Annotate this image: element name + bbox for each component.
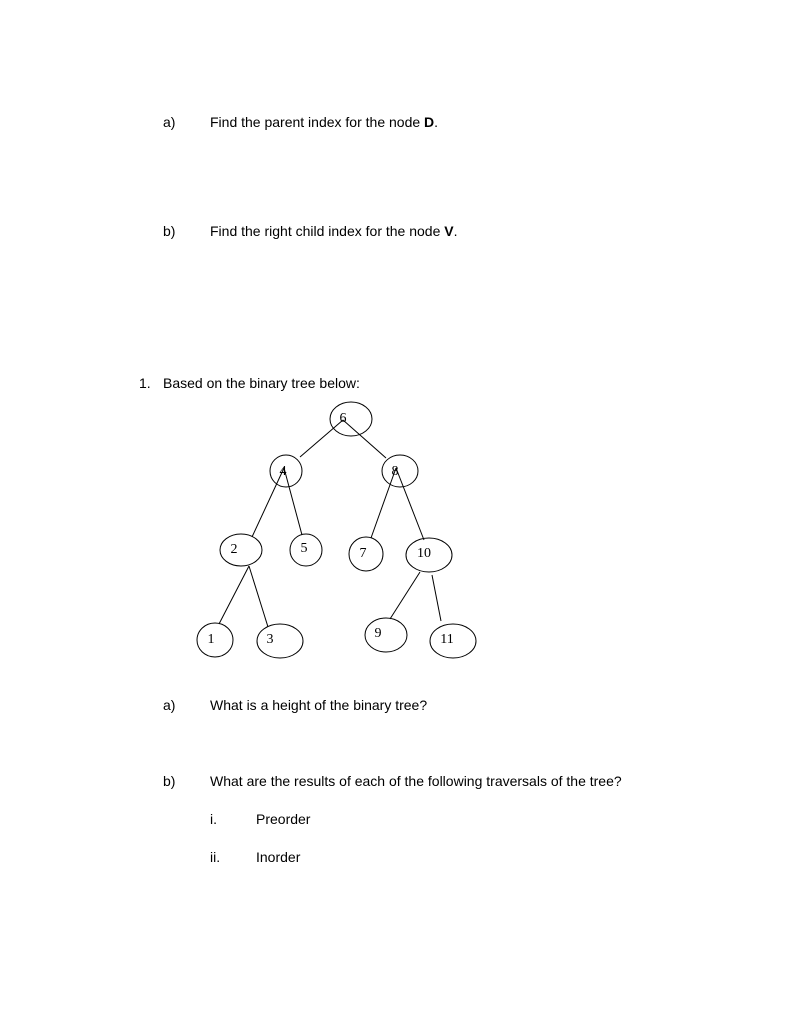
node-label-10: 10 <box>417 546 431 561</box>
edge-4-5 <box>284 468 302 535</box>
part-a-text: Find the parent index for the node <box>210 114 425 130</box>
part-b-marker: b) <box>163 223 176 239</box>
node-v-label: V <box>444 223 454 239</box>
traversal-inorder: Inorder <box>256 849 301 865</box>
node-label-3: 3 <box>266 632 274 647</box>
part-b-end: . <box>453 223 458 239</box>
traversal-item-marker: i. <box>210 811 217 827</box>
part-a-end: . <box>434 114 439 130</box>
node-1-circle <box>197 623 233 657</box>
node-2-circle <box>220 534 262 566</box>
edge-6-8 <box>343 420 386 458</box>
height-part-marker: a) <box>163 697 176 713</box>
node-3-circle <box>257 624 303 658</box>
question-number: 1. <box>139 375 151 391</box>
traversal-item-marker: ii. <box>210 849 221 865</box>
node-d-label: D <box>424 114 435 130</box>
node-label-9: 9 <box>374 626 382 641</box>
node-9-circle <box>365 618 407 652</box>
node-label-11: 11 <box>440 632 454 647</box>
edge-2-3 <box>249 566 268 627</box>
edge-6-4 <box>300 420 343 457</box>
node-label-8: 8 <box>391 464 399 479</box>
part-b-text: Find the right child index for the node <box>210 223 445 239</box>
traversal-preorder: Preorder <box>256 811 311 827</box>
edge-8-10 <box>396 468 424 540</box>
node-6-circle <box>330 402 372 436</box>
traversal-question: What are the results of each of the following traversals of the tree? <box>210 773 622 789</box>
node-8-circle <box>382 455 418 487</box>
part-a-marker: a) <box>163 114 176 130</box>
node-label-6: 6 <box>339 411 347 426</box>
node-label-7: 7 <box>359 546 367 561</box>
node-label-1: 1 <box>207 632 215 647</box>
node-label-5: 5 <box>300 541 308 556</box>
question-text: Based on the binary tree below: <box>163 375 360 391</box>
traversal-part-marker: b) <box>163 773 176 789</box>
edge-10-11 <box>432 575 441 621</box>
height-question: What is a height of the binary tree? <box>210 697 428 713</box>
edge-10-9 <box>390 572 420 619</box>
node-label-2: 2 <box>230 542 238 557</box>
tree-labels <box>208 411 454 647</box>
tree-edges <box>219 420 441 627</box>
tree-nodes <box>197 402 476 658</box>
edge-2-1 <box>219 566 249 624</box>
node-label-4: 4 <box>279 464 287 479</box>
